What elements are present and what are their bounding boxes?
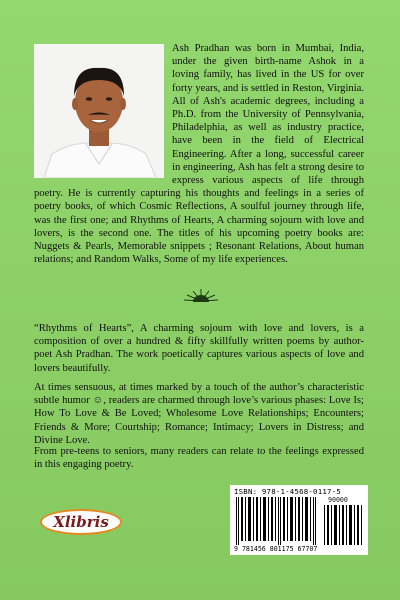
barcode-bars (234, 497, 364, 547)
author-bio-text: Ash Pradhan was born in Mumbai, India, under the given birth-name Ashok in a loving family, has lived in the US for over forty years, and is settled in Reston, Virginia. All of Ash's academic degrees, including a Ph.D. from the University of Pennsylvania, Philadelphia, as well as industry practice, have been in the field of Electrical Engineering. After a long, successful career in engineering, Ash has felt a strong desire to express various aspects of life through poetry. He is currently capturing his thoughts and feelings in a series of poetry books, of which Cosmic Reflections, A soulful journey through life, was the first one; and Rhythms of Hearts, A charming sojourn with love and lovers, is the second one. The titles of his upcoming poetry books are: Nuggets & Pearls, Memorable snippets ; Resonant Relations, About human relations; and Random Walks, Some of my life experiences. (34, 43, 364, 266)
blurb-paragraph-3: From pre-teens to seniors, many readers can relate to the feelings expressed in this engaging poetry. (34, 446, 364, 471)
isbn-label: ISBN: 978-1-4568-0117-5 (234, 487, 341, 496)
author-bio (34, 42, 364, 266)
barcode-addon: 90000 (328, 496, 348, 504)
publisher-name: Xlibris (53, 513, 109, 531)
blurb-paragraph-1: “Rhythms of Hearts”, A charming sojourn with love and lovers, is a composition of over a hundred & fifty skillfully written poems by author-poet Ash Pradhan. The work poetically captures various aspects of love and lovers beautifully. (34, 323, 364, 374)
sunburst-ornament-icon (182, 287, 220, 303)
blurb-paragraph-2: At times sensuous, at times marked by a touch of the author’s characteristic subtle humor ☺, readers are charmed through love’s various phases: Love Is; How To Love & Be Loved; Wholesome Love Relationships; Encounters; Friends & More; Courtship; Romance; Intimacy; Lovers in Distress; and Divine Love. (34, 382, 364, 446)
barcode-number: 9 781456 801175 67707 (234, 545, 318, 553)
isbn-barcode (230, 485, 368, 555)
publisher-logo (40, 509, 122, 535)
